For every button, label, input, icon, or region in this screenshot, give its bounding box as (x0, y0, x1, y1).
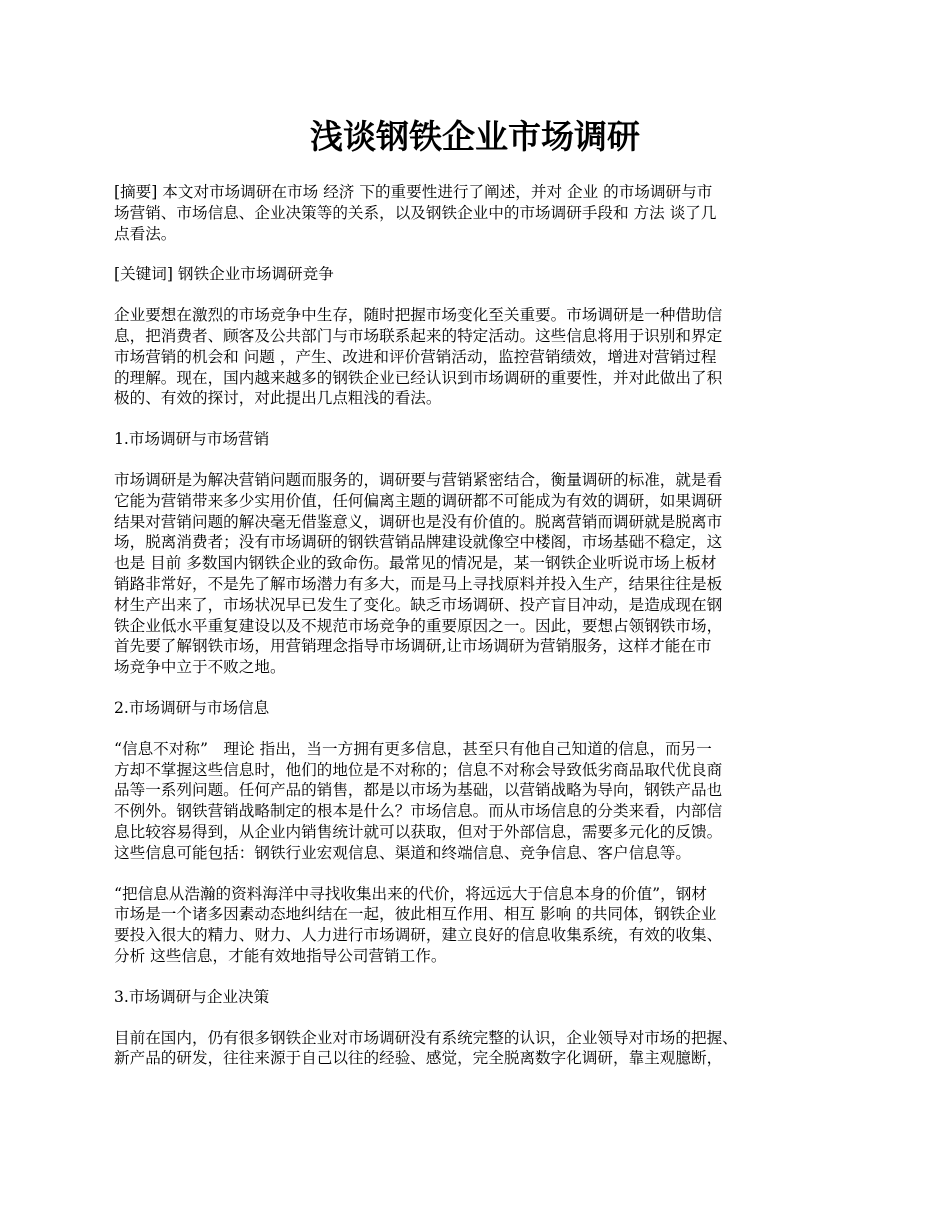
section2-line: “把信息从浩瀚的资料海洋中寻找收集出来的代价，将远远大于信息本身的价值”，钢材 (114, 884, 707, 903)
abstract-paragraph (114, 182, 854, 244)
section1-line: 材生产出来了，市场状况早已发生了变化。缺乏市场调研、投产盲目冲动，是造成现在钢 (114, 595, 723, 614)
document-title: 浅谈钢铁企业市场调研 (310, 117, 640, 156)
section1-line: 铁企业低水平重复建设以及不规范市场竞争的重要原因之一。因此，要想占领钢铁市场， (114, 616, 723, 635)
section2-line: 不例外。钢铁营销战略制定的根本是什么？市场信息。而从市场信息的分类来看，内部信 (114, 802, 723, 821)
section2-paragraph-2 (114, 884, 854, 967)
section1-line: 结果对营销问题的解决毫无借鉴意义，调研也是没有价值的。脱离营销而调研就是脱离市 (114, 512, 723, 531)
intro-line: 息，把消费者、顾客及公共部门与市场联系起来的特定活动。这些信息将用于识别和界定 (114, 326, 723, 345)
section2-line: “信息不对称” 理论 指出，当一方拥有更多信息，甚至只有他自己知道的信息，而另一 (114, 739, 712, 758)
section1-line: 它能为营销带来多少实用价值，任何偏离主题的调研都不可能成为有效的调研，如果调研 (114, 491, 723, 510)
section1-line: 场竞争中立于不败之地。 (114, 658, 286, 677)
abstract-line: 场营销、市场信息、企业决策等的关系，以及钢铁企业中的市场调研手段和 方法 谈了几 (114, 203, 717, 222)
section3-paragraph (114, 1028, 854, 1070)
keywords-line: [关键词] 钢铁企业市场调研竞争 (114, 265, 334, 284)
section1-paragraph (114, 470, 854, 678)
section2-line: 要投入很大的精力、财力、人力进行市场调研，建立良好的信息收集系统，有效的收集、 (114, 926, 723, 945)
section2-paragraph-1 (114, 739, 854, 864)
document-body (114, 182, 854, 1089)
intro-line: 极的、有效的探讨，对此提出几点粗浅的看法。 (114, 389, 442, 408)
section3-line: 目前在国内，仍有很多钢铁企业对市场调研没有系统完整的认识，企业领导对市场的把握、 (114, 1028, 738, 1047)
intro-line: 市场营销的机会和 问题 ，产生、改进和评价营销活动，监控营销绩效，增进对营销过程 (114, 347, 717, 366)
section2-line: 方却不掌握这些信息时，他们的地位是不对称的；信息不对称会导致低劣商品取代优良商 (114, 760, 723, 779)
abstract-line: [摘要] 本文对市场调研在市场 经济 下的重要性进行了阐述，并对 企业 的市场调研与市 (114, 183, 713, 201)
section3-line: 新产品的研发，往往来源于自己以往的经验、感觉，完全脱离数字化调研，靠主观臆断， (114, 1049, 723, 1068)
intro-line: 的理解。现在，国内越来越多的钢铁企业已经认识到市场调研的重要性，并对此做出了积 (114, 368, 723, 387)
section2-line: 市场是一个诸多因素动态地纠结在一起，彼此相互作用、相互 影响 的共同体，钢铁企业 (114, 905, 717, 924)
section1-line: 首先要了解钢铁市场，用营销理念指导市场调研,让市场调研为营销服务，这样才能在市 (114, 637, 712, 656)
section2-line: 这些信息可能包括：钢铁行业宏观信息、渠道和终端信息、竞争信息、客户信息等。 (114, 843, 691, 862)
section2-line: 分析 这些信息，才能有效地指导公司营销工作。 (114, 946, 447, 965)
section1-line: 也是 目前 多数国内钢铁企业的致命伤。最常见的情况是，某一钢铁企业听说市场上板材 (114, 554, 717, 573)
section1-heading: 1.市场调研与市场营销 (114, 430, 270, 449)
section1-line: 场，脱离消费者；没有市场调研的钢铁营销品牌建设就像空中楼阁，市场基础不稳定，这 (114, 533, 723, 552)
abstract-line: 点看法。 (114, 224, 177, 243)
section1-line: 销路非常好，不是先了解市场潜力有多大，而是马上寻找原料并投入生产，结果往往是板 (114, 574, 723, 593)
section2-heading: 2.市场调研与市场信息 (114, 698, 270, 717)
section1-line: 市场调研是为解决营销问题而服务的，调研要与营销紧密结合，衡量调研的标准，就是看 (114, 470, 723, 489)
section3-heading: 3.市场调研与企业决策 (114, 987, 270, 1006)
intro-paragraph (114, 305, 854, 409)
section2-line: 息比较容易得到，从企业内销售统计就可以获取，但对于外部信息，需要多元化的反馈。 (114, 822, 723, 841)
section2-line: 品等一系列问题。任何产品的销售，都是以市场为基础，以营销战略为导向，钢铁产品也 (114, 781, 723, 800)
intro-line: 企业要想在激烈的市场竞争中生存，随时把握市场变化至关重要。市场调研是一种借助信 (114, 306, 723, 325)
